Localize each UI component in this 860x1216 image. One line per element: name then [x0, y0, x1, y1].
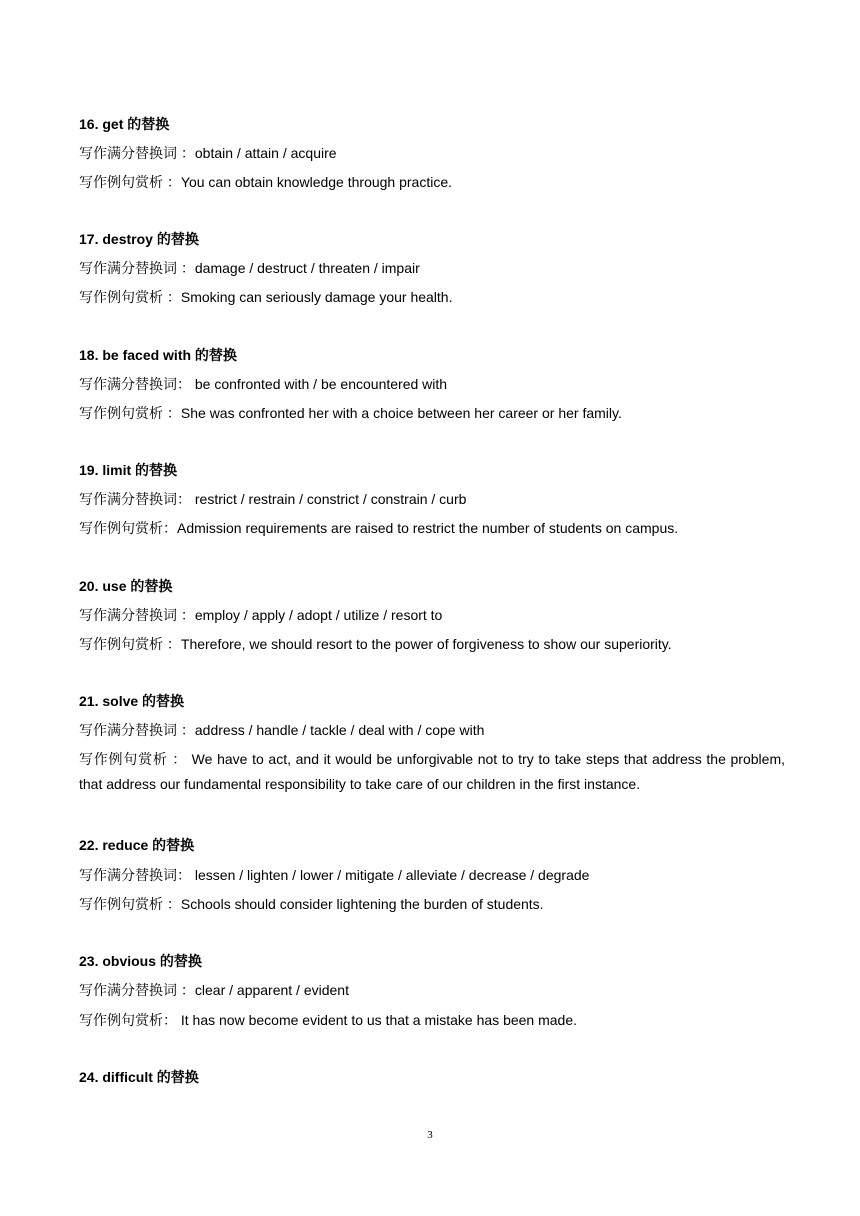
entry-synonyms: 写作满分替换词 ：employ / apply / adopt / utilize / resort to [79, 607, 443, 623]
entry-example: 写作例句赏析 ：Schools should consider lightening the burden of students. [79, 896, 544, 912]
entry-heading: 22. reduce 的替换 [79, 837, 195, 853]
entry-heading: 16. get 的替换 [79, 116, 170, 132]
page-number: 3 [427, 1129, 433, 1141]
entry-heading: 17. destroy 的替换 [79, 231, 199, 247]
entry-synonyms: 写作满分替换词 ：clear / apparent / evident [79, 982, 349, 998]
entry-heading: 23. obvious 的替换 [79, 953, 202, 969]
entry-synonyms: 写作满分替换词 ：address / handle / tackle / deal with / cope with [79, 722, 485, 738]
entry-synonyms: 写作满分替换词 ：damage / destruct / threaten / impair [79, 260, 420, 276]
entry-synonyms: 写作满分替换词： be confronted with / be encountered with [79, 376, 448, 392]
entry-synonyms: 写作满分替换词 ：obtain / attain / acquire [79, 145, 337, 161]
entry-heading: 20. use 的替换 [79, 578, 173, 594]
entry-heading: 24. difficult 的替换 [79, 1069, 199, 1085]
entry-example: 写作例句赏析 ：Smoking can seriously damage your health. [79, 289, 453, 305]
entry-example: 写作例句赏析 ：Therefore, we should resort to the power of forgiveness to show our superiority. [79, 636, 672, 652]
entry-example: 写作例句赏析 ： We have to act, and it would be unforgivable not to try to take steps that address the problem, that address our fundamental responsibility to take care of our children in the first instance. [79, 751, 785, 792]
entry-example: 写作例句赏析：Admission requirements are raised to restrict the number of students on campus. [79, 520, 679, 536]
entry-synonyms: 写作满分替换词： restrict / restrain / constrict / constrain / curb [79, 491, 467, 507]
entry-example: 写作例句赏析 ：You can obtain knowledge through practice. [79, 174, 453, 190]
entry-example: 写作例句赏析 ：She was confronted her with a choice between her career or her family. [79, 405, 622, 421]
entry-heading: 19. limit 的替换 [79, 462, 178, 478]
entry-example: 写作例句赏析： It has now become evident to us that a mistake has been made. [79, 1012, 578, 1028]
entry-heading: 18. be faced with 的替换 [79, 347, 237, 363]
entry-synonyms: 写作满分替换词： lessen / lighten / lower / mitigate / alleviate / decrease / degrade [79, 867, 590, 883]
entry-heading: 21. solve 的替换 [79, 693, 185, 709]
